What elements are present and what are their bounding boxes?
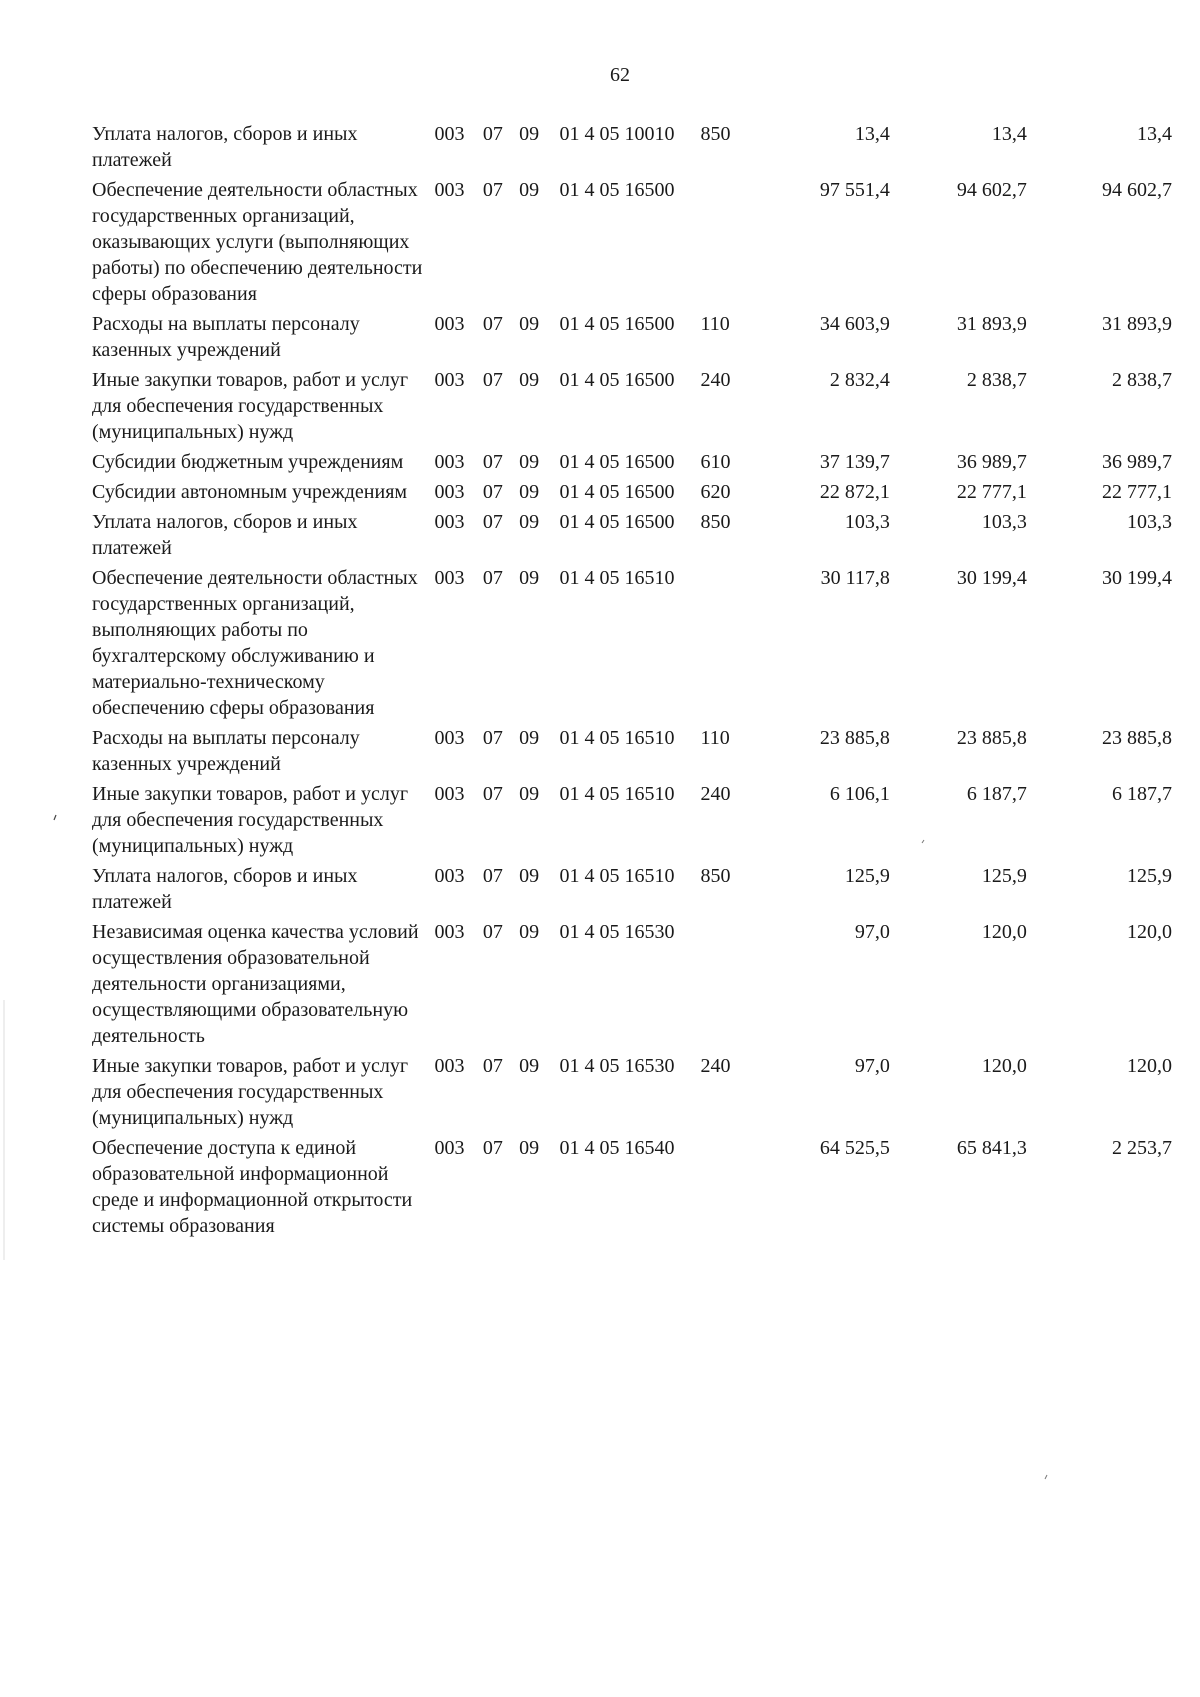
- row-target-code: 01 4 05 16500: [559, 451, 675, 473]
- row-amount-2: 22 777,1: [956, 481, 1027, 503]
- row-subsection-code: 09: [519, 865, 540, 887]
- table-row: [92, 1135, 1172, 1243]
- row-section-code: 07: [482, 123, 503, 145]
- row-amount-1: 13,4: [854, 123, 890, 145]
- row-amount-2: 65 841,3: [956, 1137, 1027, 1159]
- row-section-code: 07: [482, 727, 503, 749]
- row-section-code: 07: [482, 567, 503, 589]
- row-amount-3: 94 602,7: [1102, 179, 1172, 201]
- row-section-code: 07: [482, 313, 503, 335]
- row-name: Обеспечение деятельности областных государственных организаций, оказывающих услуги (выполняющих работы) по обеспечению деятельности сферы образования: [92, 179, 423, 305]
- row-section-code: 07: [482, 179, 503, 201]
- row-subsection-code: 09: [519, 1137, 540, 1159]
- row-amount-2: 23 885,8: [956, 727, 1027, 749]
- row-amount-3: 120,0: [1127, 921, 1172, 943]
- row-name: Расходы на выплаты персоналу казенных учреждений: [92, 313, 360, 361]
- row-section-code: 07: [482, 921, 503, 943]
- row-section-code: 07: [482, 481, 503, 503]
- row-amount-2: 13,4: [991, 123, 1027, 145]
- row-amount-3: 2 838,7: [1112, 369, 1172, 391]
- row-amount-1: 97,0: [854, 1055, 890, 1077]
- row-amount-3: 31 893,9: [1102, 313, 1172, 335]
- row-expense-type: 850: [700, 511, 731, 533]
- row-section-code: 07: [482, 865, 503, 887]
- row-amount-1: 34 603,9: [819, 313, 890, 335]
- row-amount-3: 120,0: [1127, 1055, 1172, 1077]
- row-expense-type: [700, 565, 760, 725]
- row-subsection-code: 09: [519, 727, 540, 749]
- row-amount-3: 22 777,1: [1102, 481, 1172, 503]
- row-target-code: 01 4 05 16530: [559, 921, 675, 943]
- row-admin-code: 003: [434, 1137, 465, 1159]
- row-name: Независимая оценка качества условий осуществления образовательной деятельности организациями, осуществляющими образовательную деятельность: [92, 921, 419, 1047]
- row-name: Уплата налогов, сборов и иных платежей: [92, 511, 358, 559]
- row-amount-3: 36 989,7: [1102, 451, 1172, 473]
- row-amount-2: 36 989,7: [956, 451, 1027, 473]
- row-amount-2: 30 199,4: [956, 567, 1027, 589]
- row-name: Субсидии автономным учреждениям: [92, 481, 408, 503]
- row-admin-code: 003: [434, 921, 465, 943]
- table-row: [92, 565, 1172, 725]
- table-row: [92, 121, 1172, 177]
- budget-table: [92, 121, 1172, 1243]
- row-expense-type: 240: [700, 369, 731, 391]
- row-target-code: 01 4 05 16500: [559, 369, 675, 391]
- row-expense-type: 110: [700, 727, 730, 749]
- row-admin-code: 003: [434, 313, 465, 335]
- row-amount-3: 13,4: [1137, 123, 1172, 145]
- row-amount-1: 97 551,4: [819, 179, 890, 201]
- row-amount-2: 120,0: [981, 1055, 1027, 1077]
- row-name: Субсидии бюджетным учреждениям: [92, 451, 404, 473]
- row-amount-3: 6 187,7: [1112, 783, 1172, 805]
- row-target-code: 01 4 05 16540: [559, 1137, 675, 1159]
- row-amount-3: 23 885,8: [1102, 727, 1172, 749]
- row-section-code: 07: [482, 783, 503, 805]
- row-expense-type: 240: [700, 783, 731, 805]
- page-number: 62: [610, 64, 630, 86]
- row-amount-1: 22 872,1: [819, 481, 890, 503]
- table-row: [92, 177, 1172, 311]
- row-amount-3: 103,3: [1127, 511, 1172, 533]
- row-amount-2: 94 602,7: [956, 179, 1027, 201]
- table-row: [92, 367, 1172, 449]
- row-subsection-code: 09: [519, 921, 540, 943]
- row-subsection-code: 09: [519, 481, 540, 503]
- table-row: [92, 449, 1172, 479]
- row-admin-code: 003: [434, 369, 465, 391]
- table-row: [92, 509, 1172, 565]
- row-expense-type: 620: [700, 481, 731, 503]
- row-expense-type: 850: [700, 865, 731, 887]
- row-amount-1: 103,3: [844, 511, 890, 533]
- row-target-code: 01 4 05 16510: [559, 783, 675, 805]
- row-amount-2: 103,3: [981, 511, 1027, 533]
- row-admin-code: 003: [434, 1055, 465, 1077]
- row-section-code: 07: [482, 1055, 503, 1077]
- row-amount-2: 6 187,7: [966, 783, 1027, 805]
- row-expense-type: 610: [700, 451, 731, 473]
- row-amount-1: 6 106,1: [829, 783, 890, 805]
- row-subsection-code: 09: [519, 783, 540, 805]
- row-expense-type: 240: [700, 1055, 731, 1077]
- row-amount-3: 2 253,7: [1112, 1137, 1172, 1159]
- row-target-code: 01 4 05 16500: [559, 179, 675, 201]
- row-admin-code: 003: [434, 179, 465, 201]
- row-admin-code: 003: [434, 567, 465, 589]
- row-expense-type: [700, 177, 760, 311]
- row-amount-1: 37 139,7: [819, 451, 890, 473]
- row-subsection-code: 09: [519, 313, 540, 335]
- row-amount-2: 120,0: [981, 921, 1027, 943]
- row-target-code: 01 4 05 16510: [559, 865, 675, 887]
- row-name: Иные закупки товаров, работ и услуг для обеспечения государственных (муниципальных) нужд: [92, 783, 409, 857]
- row-subsection-code: 09: [519, 511, 540, 533]
- row-target-code: 01 4 05 16510: [559, 567, 675, 589]
- row-section-code: 07: [482, 451, 503, 473]
- row-subsection-code: 09: [519, 1055, 540, 1077]
- row-name: Уплата налогов, сборов и иных платежей: [92, 123, 358, 171]
- row-target-code: 01 4 05 16500: [559, 313, 675, 335]
- row-amount-2: 2 838,7: [966, 369, 1027, 391]
- row-amount-2: 31 893,9: [956, 313, 1027, 335]
- row-expense-type: [700, 919, 760, 1053]
- row-amount-1: 64 525,5: [819, 1137, 890, 1159]
- row-expense-type: [700, 1135, 760, 1243]
- table-row: [92, 725, 1172, 781]
- table-row: [92, 863, 1172, 919]
- row-amount-1: 30 117,8: [820, 567, 890, 589]
- table-row: [92, 781, 1172, 863]
- row-amount-2: 125,9: [981, 865, 1027, 887]
- table-row: [92, 1053, 1172, 1135]
- row-admin-code: 003: [434, 727, 465, 749]
- row-name: Обеспечение деятельности областных государственных организаций, выполняющих работы по бухгалтерскому обслуживанию и материально-техническому обеспечению сферы образования: [92, 567, 418, 719]
- row-name: Расходы на выплаты персоналу казенных учреждений: [92, 727, 360, 775]
- row-amount-3: 125,9: [1127, 865, 1172, 887]
- row-name: Иные закупки товаров, работ и услуг для обеспечения государственных (муниципальных) нужд: [92, 369, 409, 443]
- row-admin-code: 003: [434, 451, 465, 473]
- row-admin-code: 003: [434, 481, 465, 503]
- row-subsection-code: 09: [519, 179, 540, 201]
- table-row: [92, 919, 1172, 1053]
- table-row: [92, 311, 1172, 367]
- row-expense-type: 850: [700, 123, 731, 145]
- table-body: [92, 121, 1172, 1243]
- row-target-code: 01 4 05 16530: [559, 1055, 675, 1077]
- table-row: [92, 479, 1172, 509]
- row-amount-1: 97,0: [854, 921, 890, 943]
- row-subsection-code: 09: [519, 369, 540, 391]
- row-admin-code: 003: [434, 783, 465, 805]
- row-admin-code: 003: [434, 511, 465, 533]
- row-name: Обеспечение доступа к единой образовательной информационной среде и информационной открытости системы образования: [92, 1137, 413, 1237]
- row-section-code: 07: [482, 1137, 503, 1159]
- row-subsection-code: 09: [519, 123, 540, 145]
- row-expense-type: 110: [700, 313, 730, 335]
- row-admin-code: 003: [434, 123, 465, 145]
- row-admin-code: 003: [434, 865, 465, 887]
- row-name: Уплата налогов, сборов и иных платежей: [92, 865, 358, 913]
- row-amount-1: 2 832,4: [829, 369, 890, 391]
- row-subsection-code: 09: [519, 451, 540, 473]
- row-name: Иные закупки товаров, работ и услуг для обеспечения государственных (муниципальных) нужд: [92, 1055, 409, 1129]
- row-subsection-code: 09: [519, 567, 540, 589]
- row-amount-3: 30 199,4: [1102, 567, 1172, 589]
- row-amount-1: 23 885,8: [819, 727, 890, 749]
- row-target-code: 01 4 05 16510: [559, 727, 675, 749]
- row-section-code: 07: [482, 511, 503, 533]
- row-amount-1: 125,9: [844, 865, 890, 887]
- row-section-code: 07: [482, 369, 503, 391]
- row-target-code: 01 4 05 16500: [559, 511, 675, 533]
- row-target-code: 01 4 05 16500: [559, 481, 675, 503]
- row-target-code: 01 4 05 10010: [559, 123, 675, 145]
